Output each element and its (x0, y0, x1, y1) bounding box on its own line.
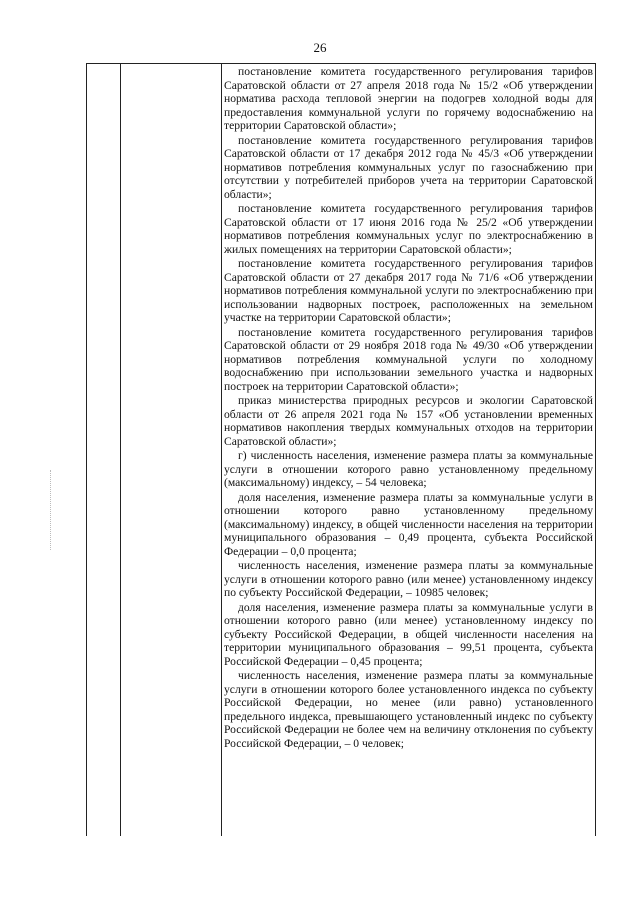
column-divider-2 (221, 64, 222, 836)
paragraph-share-at-index: доля населения, изменение размера платы за коммунальные услуги в отношении которого равно (или менее) установленному индексу по субъекту Российской Федерации, в общей численности населения на территории муниципального образования – 99,51 процента, субъекта Российской Федерации – 0,45 процента; (224, 600, 593, 668)
page-number: 26 (313, 40, 327, 55)
paragraph-tariff-gas: постановление комитета государственного регулирования тарифов Саратовской области от 17 декабря 2012 года № 45/3 «Об утверждении нормативов потребления коммунальных услуг по газоснабжению при отсутствии у потребителей приборов учета на территории Саратовской области»; (224, 133, 593, 201)
paragraph-waste-order: приказ министерства природных ресурсов и экологии Саратовской области от 26 апреля 2021 года № 157 «Об установлении временных нормативов накопления твердых коммунальных отходов на территории Саратовской области»; (224, 394, 593, 448)
column-divider-1 (120, 64, 121, 836)
paragraph-population-at-index: численность населения, изменение размера платы за коммунальные услуги в отношении которого равно (или менее) установленному индексу по субъекту Российской Федерации, – 10985 человек; (224, 559, 593, 599)
margin-scan-mark (50, 470, 54, 550)
paragraph-tariff-cold-water: постановление комитета государственного регулирования тарифов Саратовской области от 29 ноября 2018 года № 49/30 «Об утверждении нормативов потребления коммунальной услуги по холодному водоснабжению при использовании земельного участка и надворных построек на территории Саратовской области»; (224, 325, 593, 393)
paragraph-tariff-hot-water: постановление комитета государственного регулирования тарифов Саратовской области от 27 апреля 2018 года № 15/2 «Об утверждении норматива расхода тепловой энергии на подогрев холодной воды для предоставления коммунальной услуги по горячему водоснабжению на территории Саратовской области»; (224, 65, 593, 132)
paragraph-population-above-index: численность населения, изменение размера платы за коммунальные услуги в отношении которого более установленного индекса по субъекту Российской Федерации, но менее (или равно) установленного предельного индекса, превышающего установленный индекс по субъекту Российской Федерации не более чем на величину отклонения по субъекту Российской Федерации, – 0 человек; (224, 669, 593, 750)
table-text-cell (224, 65, 593, 751)
paragraph-population-max-index: г) численность населения, изменение размера платы за коммунальные услуги в отношении которого равно установленному предельному (максимальному) индексу, – 54 человека; (224, 449, 593, 489)
paragraph-tariff-electricity-outbuildings: постановление комитета государственного регулирования тарифов Саратовской области от 27 декабря 2017 года № 71/6 «Об утверждении нормативов потребления коммунальной услуги по электроснабжению при использовании надворных построек, расположенных на земельном участке на территории Саратовской области»; (224, 257, 593, 324)
paragraph-tariff-electricity-dwellings: постановление комитета государственного регулирования тарифов Саратовской области от 17 июня 2016 года № 25/2 «Об утверждении нормативов потребления коммунальных услуг по электроснабжению в жилых помещениях на территории Саратовской области»; (224, 202, 593, 256)
paragraph-share-max-index: доля населения, изменение размера платы за коммунальные услуги в отношении которого равно установленному предельному (максимальному) индексу, в общей численности населения на территории муниципального образования – 0,49 процента, субъекта Российской Федерации – 0,0 процента; (224, 490, 593, 558)
document-table (86, 63, 596, 836)
